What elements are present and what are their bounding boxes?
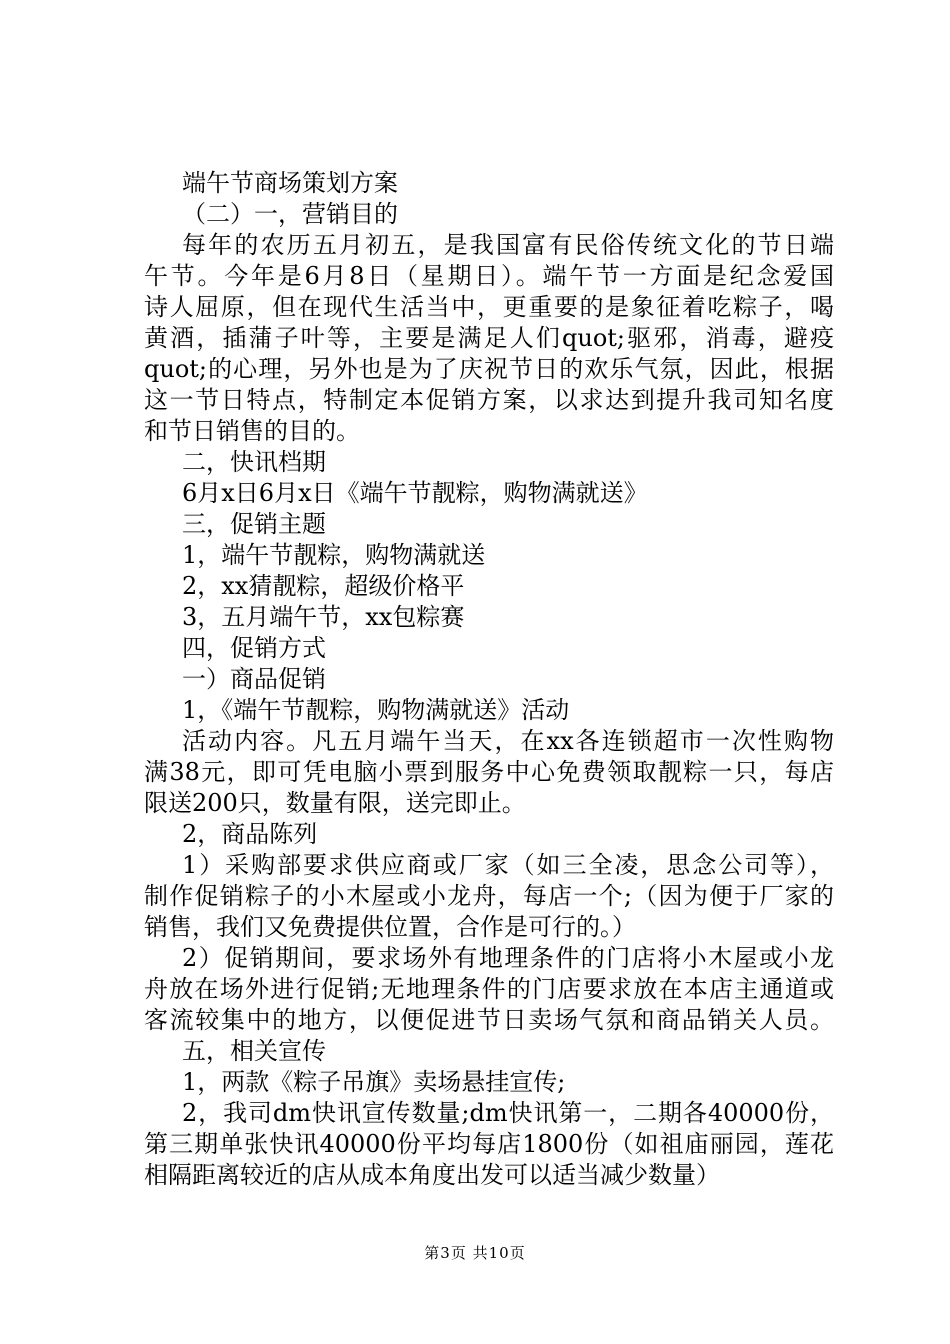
text-line: 这一节日特点，特制定本促销方案，以求达到提升我司知名度: [144, 386, 834, 414]
text-line: quot;的心理，另外也是为了庆祝节日的欢乐气氛，因此，根据: [144, 355, 834, 383]
text-line: 每年的农历五月初五，是我国富有民俗传统文化的节日端: [182, 231, 834, 259]
text-line: 端午节商场策划方案: [182, 169, 398, 197]
text-line: 相隔距离较近的店从成本角度出发可以适当减少数量）: [144, 1161, 720, 1189]
text-line: 黄酒，插蒲子叶等，主要是满足人们quot;驱邪，消毒，避疫: [144, 324, 834, 352]
text-line: 四，促销方式: [182, 634, 326, 662]
text-line: 3，五月端午节，xx包粽赛: [182, 603, 465, 631]
text-line: 1，端午节靓粽，购物满就送: [182, 541, 486, 569]
text-line: （二）一，营销目的: [182, 200, 398, 228]
text-line: 1）采购部要求供应商或厂家（如三全凌，思念公司等），: [182, 851, 834, 879]
text-line: 客流较集中的地方，以便促进节日卖场气氛和商品销关人员。: [144, 1006, 834, 1034]
text-line: 制作促销粽子的小木屋或小龙舟，每店一个;（因为便于厂家的: [144, 882, 834, 910]
text-line: 午节。今年是6月8日（星期日）。端午节一方面是纪念爱国: [144, 262, 834, 290]
text-line: 1，两款《粽子吊旗》卖场悬挂宣传;: [182, 1068, 566, 1096]
text-line: 诗人屈原，但在现代生活当中，更重要的是象征着吃粽子，喝: [144, 293, 834, 321]
document-body: [144, 168, 834, 1191]
text-line: 第三期单张快讯40000份平均每店1800份（如祖庙丽园，莲花: [144, 1130, 834, 1158]
page-footer: 第3页 共10页: [424, 1244, 526, 1262]
text-line: 1，《端午节靓粽，购物满就送》活动: [182, 696, 570, 724]
text-line: 五，相关宣传: [182, 1037, 326, 1065]
text-line: 活动内容。凡五月端午当天，在xx各连锁超市一次性购物: [182, 727, 834, 755]
text-line: 二，快讯档期: [182, 448, 326, 476]
text-line: 2，我司dm快讯宣传数量;dm快讯第一，二期各40000份，: [182, 1099, 834, 1127]
text-line: 满38元，即可凭电脑小票到服务中心免费领取靓粽一只，每店: [144, 758, 834, 786]
text-line: 限送200只，数量有限，送完即止。: [144, 789, 526, 817]
text-line: 2）促销期间，要求场外有地理条件的门店将小木屋或小龙: [182, 944, 834, 972]
text-line: 6月x日6月x日《端午节靓粽，购物满就送》: [182, 479, 648, 507]
text-line: 一）商品促销: [182, 665, 326, 693]
text-line: 2，xx猜靓粽，超级价格平: [182, 572, 465, 600]
text-line: 2，商品陈列: [182, 820, 318, 848]
text-line: 三，促销主题: [182, 510, 326, 538]
text-line: 舟放在场外进行促销;无地理条件的门店要求放在本店主通道或: [144, 975, 834, 1003]
text-line: 销售，我们又免费提供位置，合作是可行的。）: [144, 913, 636, 941]
text-line: 和节日销售的目的。: [144, 417, 360, 445]
